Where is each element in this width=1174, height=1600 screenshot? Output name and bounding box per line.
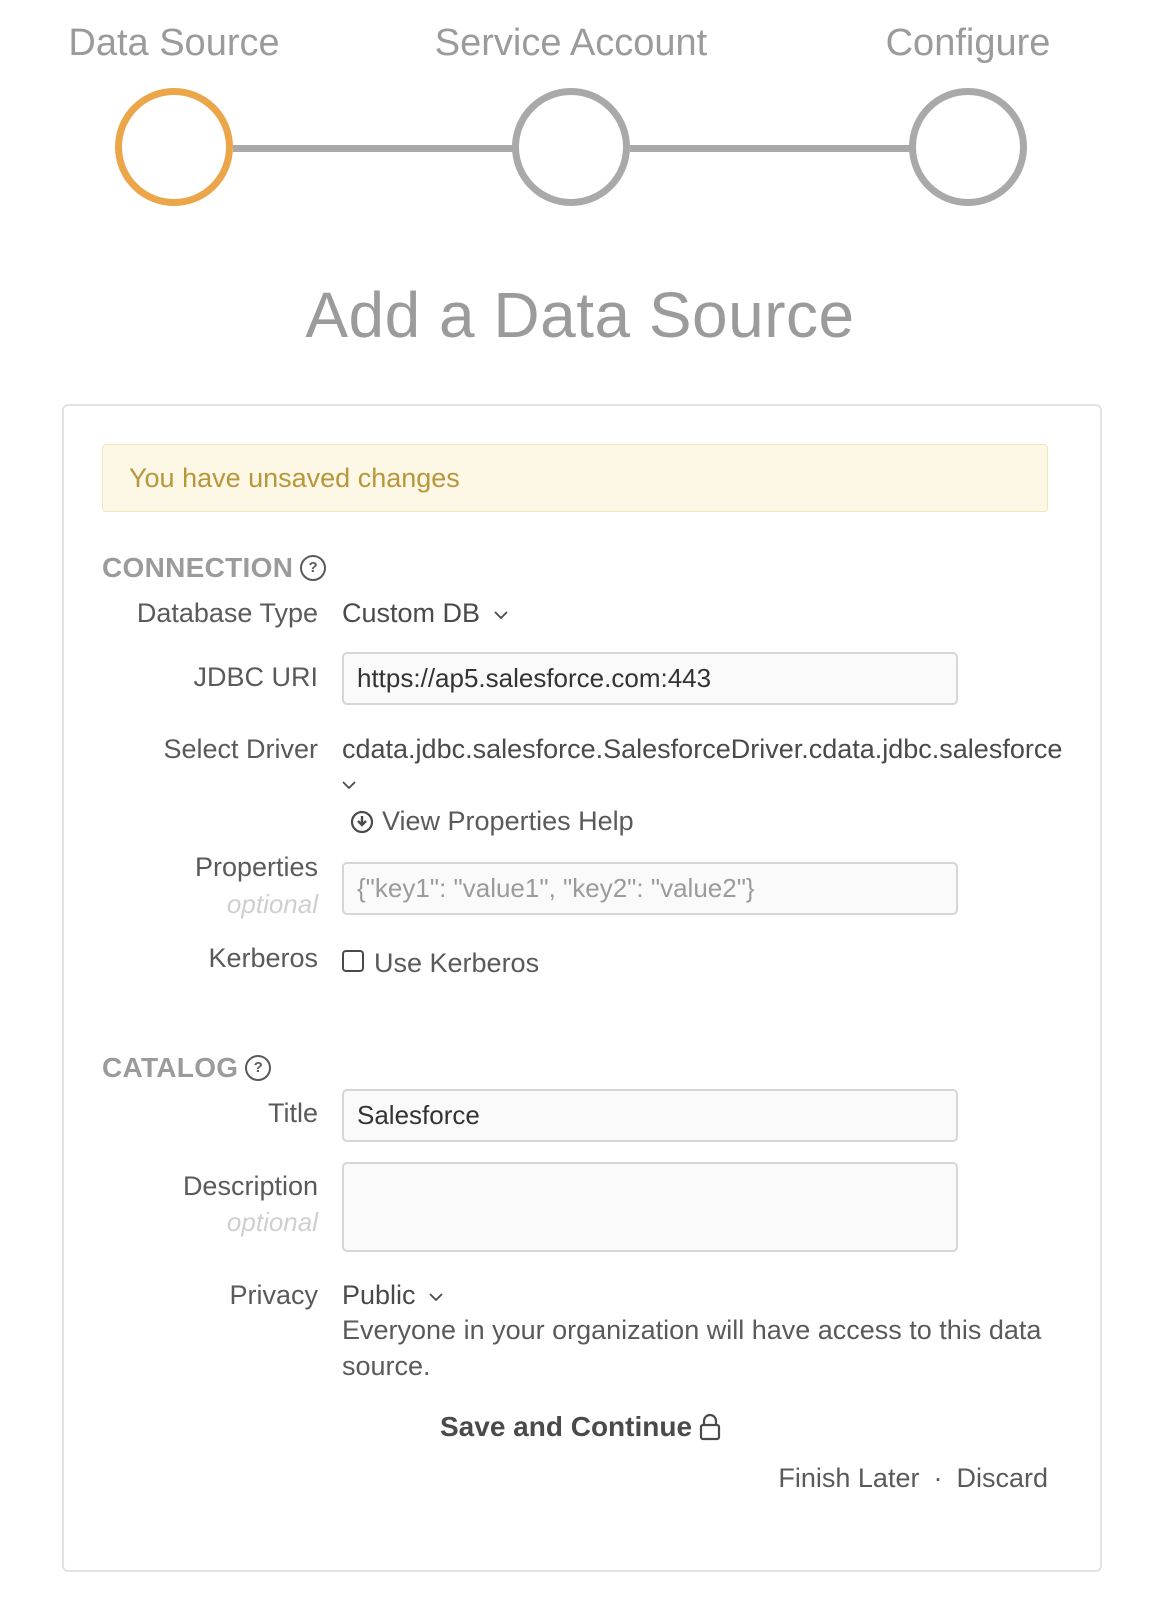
driver-select[interactable] <box>342 734 1062 765</box>
privacy-description: Everyone in your organization will have access to this data source. <box>342 1315 1042 1381</box>
description-optional-hint: optional <box>226 1207 318 1237</box>
step-circle-configure[interactable] <box>909 88 1027 206</box>
unsaved-changes-alert: You have unsaved changes <box>102 444 1048 512</box>
chevron-down-icon[interactable] <box>342 780 356 790</box>
properties-optional-hint: optional <box>226 889 318 919</box>
description-label: Description <box>182 1171 318 1201</box>
connection-heading-text: CONNECTION <box>102 552 294 583</box>
page-title: Add a Data Source <box>305 279 855 351</box>
use-kerberos-checkbox[interactable] <box>342 950 364 972</box>
select-driver-label: Select Driver <box>163 734 318 764</box>
progress-stepper <box>0 0 1174 240</box>
use-kerberos-label[interactable]: Use Kerberos <box>374 948 540 978</box>
catalog-section-heading <box>102 1052 271 1084</box>
link-separator: · <box>933 1463 943 1493</box>
privacy-label: Privacy <box>229 1280 318 1310</box>
database-type-label: Database Type <box>136 598 318 628</box>
properties-label: Properties <box>194 852 318 882</box>
question-circle-icon[interactable]: ? <box>245 1055 271 1081</box>
title-input[interactable]: Salesforce <box>342 1089 958 1142</box>
question-circle-icon[interactable]: ? <box>300 555 326 581</box>
step-label-configure: Configure <box>885 22 1051 64</box>
kerberos-label: Kerberos <box>208 943 318 973</box>
jdbc-uri-label: JDBC URI <box>193 662 318 692</box>
step-label-data-source: Data Source <box>68 22 280 64</box>
view-properties-help-text: View Properties Help <box>382 806 634 836</box>
save-and-continue-label: Save and Continue <box>440 1411 693 1442</box>
description-textarea[interactable] <box>342 1162 958 1252</box>
data-source-form-card <box>62 404 1102 1572</box>
privacy-value: Public <box>342 1280 416 1310</box>
database-type-select[interactable] <box>342 598 508 629</box>
step-circle-service-account[interactable] <box>512 88 630 206</box>
catalog-heading-text: CATALOG <box>102 1052 239 1083</box>
download-circle-icon <box>350 810 374 834</box>
title-label: Title <box>267 1098 318 1128</box>
jdbc-uri-input[interactable]: https://ap5.salesforce.com:443 <box>342 652 958 705</box>
connection-section-heading <box>102 552 326 584</box>
chevron-down-icon <box>494 610 508 620</box>
properties-input[interactable]: {"key1": "value1", "key2": "value2"} <box>342 862 958 915</box>
step-label-service-account: Service Account <box>434 22 708 64</box>
footer-links <box>778 1463 1048 1494</box>
privacy-select[interactable] <box>342 1280 443 1311</box>
driver-value: cdata.jdbc.salesforce.SalesforceDriver.cdata.jdbc.salesforce <box>342 734 1063 764</box>
discard-link[interactable]: Discard <box>956 1463 1048 1493</box>
step-connector <box>233 145 513 152</box>
chevron-down-icon <box>429 1292 443 1302</box>
step-connector <box>630 145 910 152</box>
finish-later-link[interactable]: Finish Later <box>778 1463 920 1493</box>
view-properties-help-link[interactable] <box>350 806 634 837</box>
lock-icon <box>698 1413 722 1441</box>
step-circle-data-source[interactable] <box>115 88 233 206</box>
database-type-value: Custom DB <box>342 598 481 628</box>
save-and-continue-button[interactable] <box>440 1411 722 1443</box>
